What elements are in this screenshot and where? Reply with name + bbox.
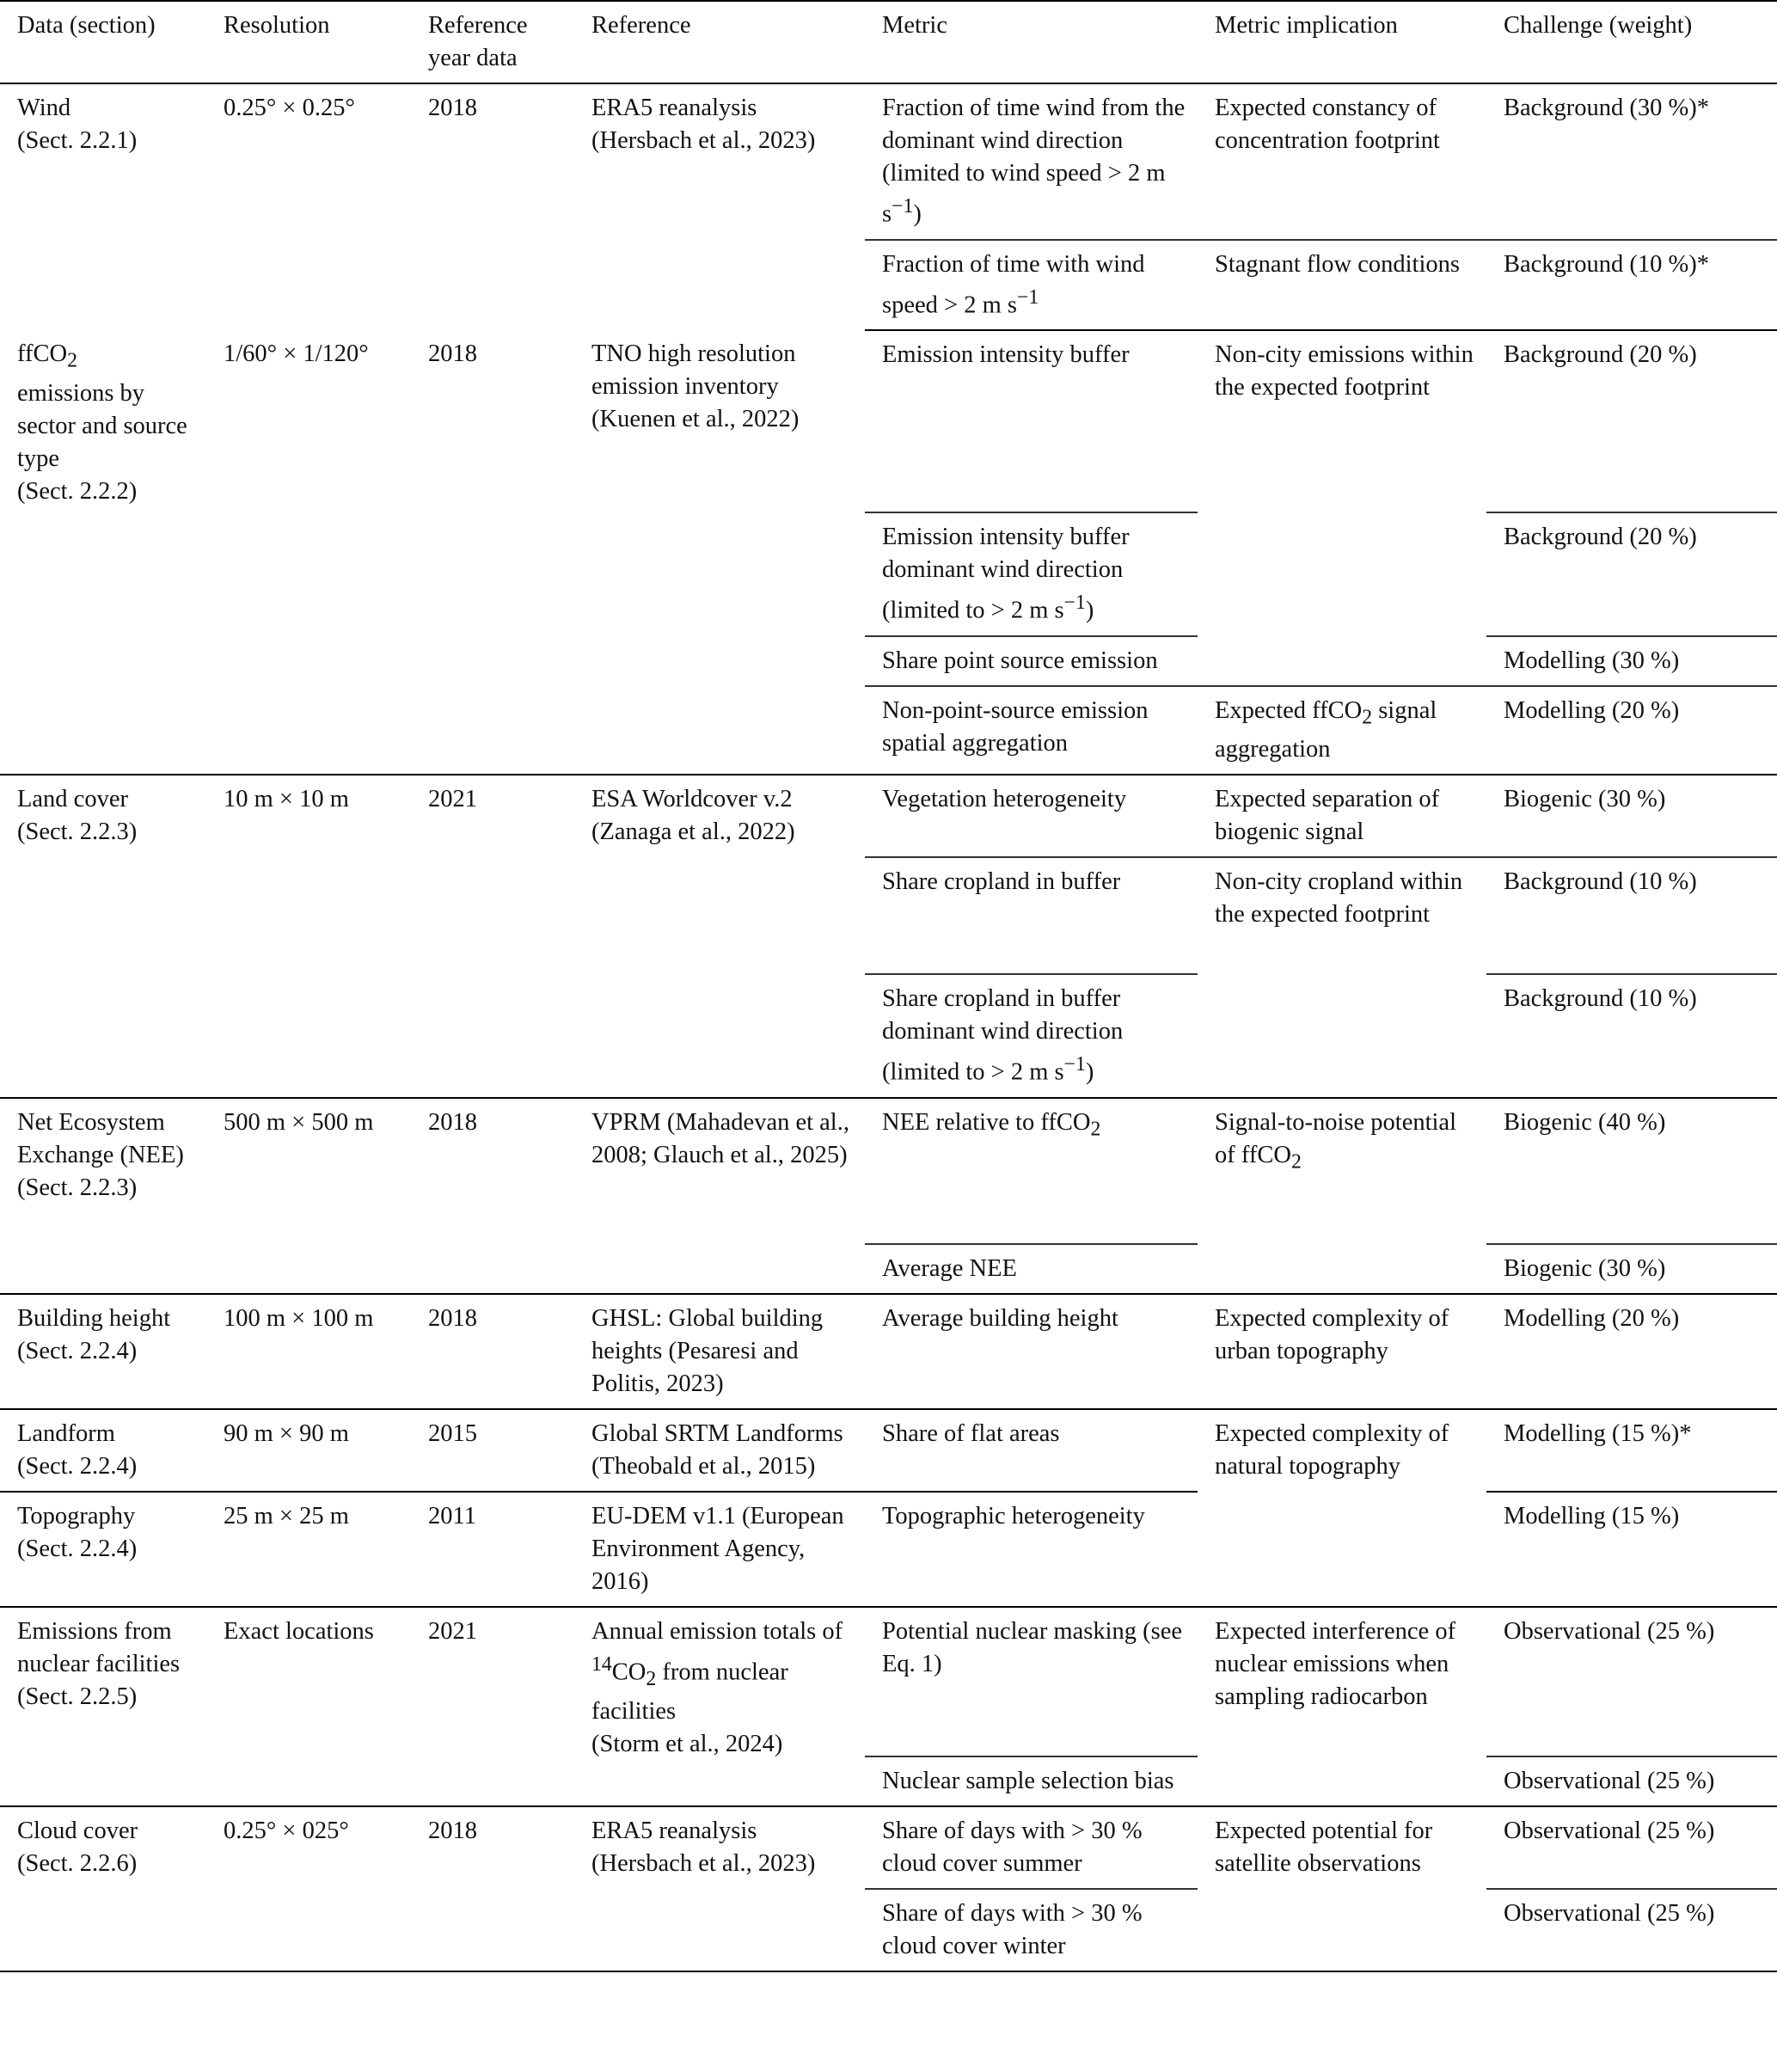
implication-cell: [1198, 1098, 1486, 1294]
header-metric-implication: Metric implication: [1198, 1, 1486, 83]
data-text: ffCO: [17, 340, 68, 367]
reference-cell: TNO high resolution emission inventory (Kuenen et al., 2022): [574, 330, 865, 775]
table-row: [0, 1409, 1777, 1492]
data-text-end: emissions by sector and source type (Sect. 2.2.2): [17, 379, 187, 505]
data-cell: Land cover (Sect. 2.2.3): [0, 775, 206, 1098]
year-cell: 2021: [411, 1607, 574, 1806]
implication-cell: Non-city cropland within the expected footprint: [1198, 857, 1486, 1098]
reference-text-mid: CO: [611, 1658, 646, 1686]
challenge-cell: Biogenic (30 %): [1486, 775, 1777, 857]
challenge-cell: Background (10 %): [1486, 857, 1777, 974]
metric-cell: [865, 974, 1198, 1098]
challenge-cell: Background (20 %): [1486, 512, 1777, 636]
challenge-cell: Biogenic (40 %): [1486, 1098, 1777, 1244]
challenge-cell: Modelling (20 %): [1486, 1294, 1777, 1409]
metric-cell: [865, 512, 1198, 636]
metric-cell: Potential nuclear masking (see Eq. 1): [865, 1607, 1198, 1756]
resolution-cell: 1/60° × 1/120°: [206, 330, 411, 775]
reference-cell: VPRM (Mahadevan et al., 2008; Glauch et al., 2025): [574, 1098, 865, 1294]
implication-cell: [1198, 686, 1486, 775]
challenge-cell: Observational (25 %): [1486, 1756, 1777, 1806]
reference-cell: EU-DEM v1.1 (European Environment Agency, 2016): [574, 1492, 865, 1607]
subscript: 2: [1090, 1118, 1101, 1141]
subscript: 2: [1362, 706, 1373, 729]
challenge-cell: Modelling (15 %): [1486, 1492, 1777, 1607]
implication-text-end: signal aggregation: [1215, 696, 1437, 763]
implication-text: Signal-to-noise potential of ffCO: [1215, 1108, 1456, 1168]
header-data-section: Data (section): [0, 1, 206, 83]
data-cell: Landform (Sect. 2.2.4): [0, 1409, 206, 1492]
reference-cell: [574, 1607, 865, 1806]
metric-cell: Average NEE: [865, 1244, 1198, 1294]
metric-cell: Share of days with > 30 % cloud cover winter: [865, 1889, 1198, 1971]
resolution-cell: 0.25° × 0.25°: [224, 95, 355, 121]
implication-cell: Stagnant flow conditions: [1198, 240, 1486, 331]
reference-cell: ERA5 reanalysis (Hersbach et al., 2023): [591, 95, 816, 154]
table-row: [0, 330, 1777, 512]
metric-text: NEE relative to ffCO: [882, 1108, 1091, 1136]
challenge-cell: Observational (25 %): [1486, 1806, 1777, 1889]
metric-text-end: ): [1085, 597, 1094, 624]
implication-cell: Expected complexity of natural topography: [1198, 1409, 1486, 1607]
challenge-cell: Background (10 %): [1486, 974, 1777, 1098]
metric-cell: Share cropland in buffer: [865, 857, 1198, 974]
reference-text: Annual emission totals of: [591, 1617, 843, 1645]
header-resolution: Resolution: [206, 1, 411, 83]
metric-text: Fraction of time with wind speed > 2 m s: [882, 250, 1145, 318]
table-row: [0, 1492, 1777, 1607]
table-row: [0, 83, 1777, 240]
header-reference: Reference: [574, 1, 865, 83]
metric-text: Share cropland in buffer dominant wind direction (limited to > 2 m s: [882, 985, 1124, 1086]
data-cell: Cloud cover (Sect. 2.2.6): [0, 1806, 206, 1971]
metric-unit-exponent: −1: [892, 195, 914, 218]
implication-cell: [1198, 636, 1486, 686]
year-cell: 2018: [428, 95, 477, 121]
subscript: 2: [67, 349, 77, 372]
year-cell: 2018: [411, 1294, 574, 1409]
resolution-cell: 10 m × 10 m: [206, 775, 411, 1098]
subscript: 2: [1290, 1150, 1302, 1174]
table-row: [0, 775, 1777, 857]
metric-cell: Share of days with > 30 % cloud cover summer: [865, 1806, 1198, 1889]
implication-cell: Expected interference of nuclear emissions when sampling radiocarbon: [1198, 1607, 1486, 1806]
metric-text: Fraction of time wind from the dominant wind direction (limited to wind speed > 2 m s: [882, 95, 1186, 228]
implication-cell: Expected complexity of urban topography: [1198, 1294, 1486, 1409]
metric-unit-exponent: −1: [1063, 592, 1086, 614]
resolution-cell: 500 m × 500 m: [206, 1098, 411, 1294]
year-cell: 2018: [411, 1098, 574, 1294]
reference-text-end: from nuclear facilities (Storm et al., 2024): [591, 1658, 788, 1757]
resolution-cell: Exact locations: [206, 1607, 411, 1806]
year-cell: 2015: [411, 1409, 574, 1492]
metric-unit-exponent: −1: [1063, 1053, 1086, 1076]
metric-cell: Non-point-source emission spatial aggregation: [865, 686, 1198, 775]
metric-text-end: ): [913, 200, 922, 228]
reference-cell: GHSL: Global building heights (Pesaresi and Politis, 2023): [574, 1294, 865, 1409]
challenge-cell: Modelling (15 %)*: [1486, 1409, 1777, 1492]
metric-cell: Topographic heterogeneity: [865, 1492, 1198, 1607]
header-challenge-weight: Challenge (weight): [1486, 1, 1777, 83]
metric-cell: [865, 240, 1198, 331]
metric-cell: [865, 83, 1198, 240]
subscript: 2: [646, 1667, 657, 1690]
data-cell: Building height (Sect. 2.2.4): [0, 1294, 206, 1409]
table-row: [0, 1806, 1777, 1889]
resolution-cell: 100 m × 100 m: [206, 1294, 411, 1409]
superscript: 14: [591, 1652, 612, 1676]
header-reference-year: Reference year data: [411, 1, 574, 83]
metric-unit-exponent: −1: [1016, 285, 1039, 309]
reference-cell: Global SRTM Landforms (Theobald et al., 2015): [574, 1409, 865, 1492]
metric-text-end: ): [1085, 1058, 1094, 1086]
resolution-cell: 90 m × 90 m: [206, 1409, 411, 1492]
challenge-cell: Background (20 %): [1486, 330, 1777, 512]
challenge-cell: Observational (25 %): [1486, 1607, 1777, 1756]
challenge-cell: Modelling (20 %): [1486, 686, 1777, 775]
table-row: [0, 1294, 1777, 1409]
data-cell: Topography (Sect. 2.2.4): [0, 1492, 206, 1607]
metric-cell: Vegetation heterogeneity: [865, 775, 1198, 857]
data-cell: Net Ecosystem Exchange (NEE) (Sect. 2.2.3): [0, 1098, 206, 1294]
year-cell: 2021: [411, 775, 574, 1098]
data-cell: [0, 330, 206, 775]
implication-cell: Non-city emissions within the expected footprint: [1215, 341, 1474, 401]
year-cell: 2018: [411, 330, 574, 775]
metric-cell: Nuclear sample selection bias: [865, 1756, 1198, 1806]
year-cell: 2011: [411, 1492, 574, 1607]
challenge-cell: Biogenic (30 %): [1486, 1244, 1777, 1294]
metric-text: Emission intensity buffer dominant wind direction (limited to > 2 m s: [882, 524, 1130, 624]
resolution-cell: 0.25° × 025°: [206, 1806, 411, 1971]
reference-cell: ERA5 reanalysis (Hersbach et al., 2023): [574, 1806, 865, 1971]
metric-cell: Emission intensity buffer: [865, 330, 1198, 512]
challenge-cell: Background (10 %)*: [1486, 240, 1777, 331]
metric-cell: Share of flat areas: [865, 1409, 1198, 1492]
metric-cell: Average building height: [865, 1294, 1198, 1409]
header-row: [0, 1, 1777, 83]
header-metric: Metric: [865, 1, 1198, 83]
implication-cell: Expected constancy of concentration footprint: [1198, 83, 1486, 240]
year-cell: 2018: [411, 1806, 574, 1971]
implication-cell: Expected potential for satellite observations: [1198, 1806, 1486, 1971]
data-cell: Wind (Sect. 2.2.1): [17, 95, 138, 154]
data-cell: Emissions from nuclear facilities (Sect. 2.2.5): [0, 1607, 206, 1806]
challenge-cell: Observational (25 %): [1486, 1889, 1777, 1971]
implication-text: Expected ffCO: [1215, 696, 1363, 724]
implication-cell: Expected separation of biogenic signal: [1198, 775, 1486, 857]
challenge-cell: Background (30 %)*: [1486, 83, 1777, 240]
table-row: [0, 1098, 1777, 1244]
resolution-cell: 25 m × 25 m: [206, 1492, 411, 1607]
metric-cell: Share point source emission: [865, 636, 1198, 686]
table-row: [0, 1607, 1777, 1756]
metric-cell: [865, 1098, 1198, 1244]
reference-cell: ESA Worldcover v.2 (Zanaga et al., 2022): [574, 775, 865, 1098]
challenge-cell: Modelling (30 %): [1486, 636, 1777, 686]
